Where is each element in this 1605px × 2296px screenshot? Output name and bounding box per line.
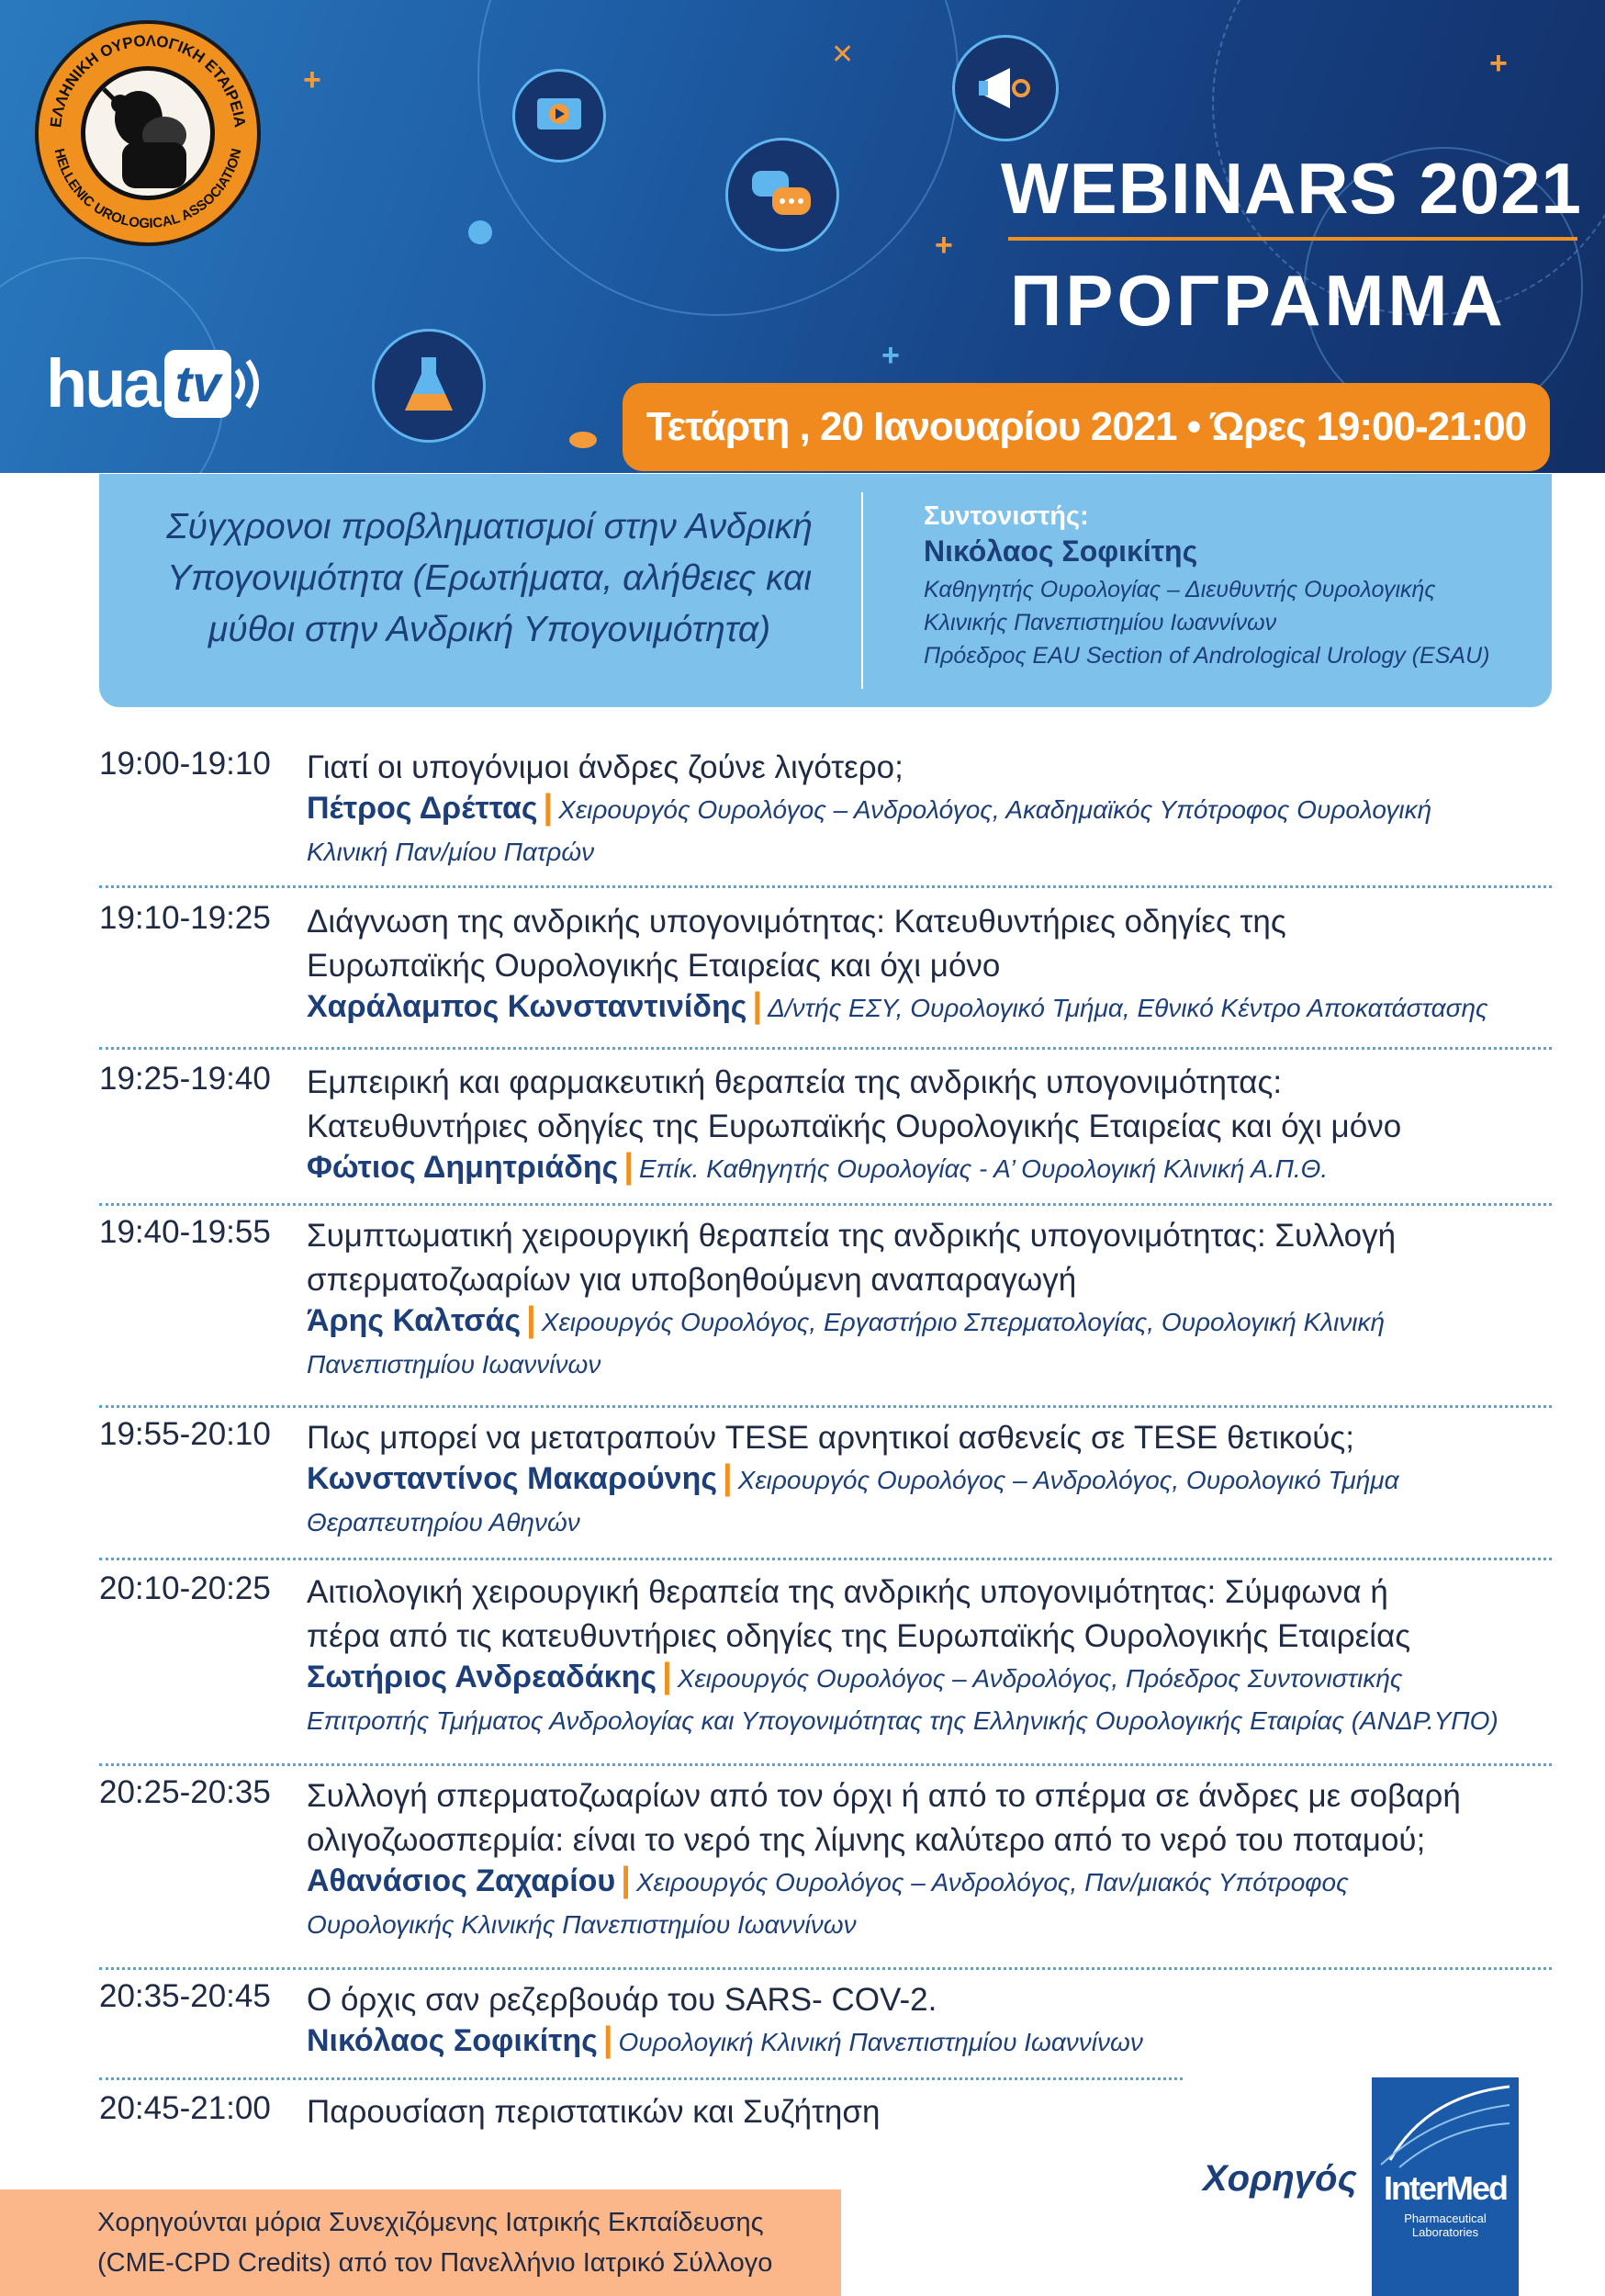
session-time: 20:45-21:00	[99, 2090, 271, 2126]
speaker-separator: |	[602, 2020, 613, 2059]
session-item	[99, 2090, 1550, 2145]
session-speaker	[307, 1859, 1565, 1946]
credits-line: (CME-CPD Credits) από τον Πανελλήνιο Ιατρικό Σύλλογο	[97, 2248, 773, 2278]
session-time: 19:00-19:10	[99, 746, 271, 782]
topic-box	[99, 474, 1552, 707]
session-title	[307, 1774, 1555, 1863]
speaker-separator: |	[752, 986, 763, 1025]
session-title	[307, 2090, 1555, 2134]
header-banner	[0, 0, 1605, 473]
broadcast-waves-icon	[231, 352, 272, 416]
speaker-name: Φώτιος Δημητριάδης	[307, 1150, 619, 1185]
session-title-line: Διάγνωση της ανδρικής υπογονιμότητας: Κατευθυντήριες οδηγίες της	[307, 904, 1286, 940]
speaker-name: Κωνσταντίνος Μακαρούνης	[307, 1461, 718, 1496]
speaker-role: Θεραπευτηρίου Αθηνών	[307, 1508, 580, 1536]
brand-hua-text: hua	[46, 345, 159, 422]
session-title	[307, 1214, 1555, 1302]
speaker-role: Χειρουργός Ουρολόγος, Εργαστήριο Σπερματολογίας, Ουρολογική Κλινική	[541, 1308, 1386, 1336]
plus-decor-icon: +	[303, 62, 321, 97]
session-title	[307, 1570, 1555, 1659]
session-title	[307, 900, 1555, 988]
intermed-wave-icon	[1372, 2077, 1519, 2169]
session-title-line: Αιτιολογική χειρουργική θεραπεία της ανδρικής υπογονιμότητας: Σύμφωνα ή	[307, 1574, 1388, 1610]
speaker-separator: |	[526, 1300, 536, 1339]
speaker-name: Πέτρος Δρέττας	[307, 791, 538, 826]
coordinator-name: Νικόλαος Σοφικίτης	[924, 535, 1198, 568]
topic-title-line: Σύγχρονοι προβληματισμοί στην Ανδρική	[166, 507, 813, 546]
session-title	[307, 746, 1555, 790]
session-time: 19:10-19:25	[99, 900, 271, 936]
logo-ring-bottom-text: HELLENIC UROLOGICAL ASSOCIATION	[51, 147, 245, 232]
speaker-separator: |	[543, 788, 554, 827]
sponsor-name: InterMed	[1383, 2169, 1507, 2207]
session-title-line: σπερματοζωαρίων για υποβοηθούμενη αναπαραγωγή	[307, 1262, 1077, 1298]
session-divider	[99, 2077, 1183, 2080]
speaker-name: Χαράλαμπος Κωνσταντινίδης	[307, 989, 747, 1024]
speaker-role: Χειρουργός Ουρολόγος – Ανδρολόγος, Ουρολογικό Τμήμα	[737, 1466, 1399, 1494]
plus-decor-icon: +	[1489, 46, 1508, 81]
session-title-line: Συλλογή σπερματοζωαρίων από τον όρχι ή από το σπέρμα σε άνδρες με σοβαρή	[307, 1778, 1461, 1814]
session-speaker	[307, 1145, 1565, 1190]
session-divider	[99, 1047, 1552, 1050]
session-title-line: Ο όρχις σαν ρεζερβουάρ του SARS- COV-2.	[307, 1982, 937, 2018]
speaker-role: Ουρολογικής Κλινικής Πανεπιστημίου Ιωαννίνων	[307, 1910, 857, 1939]
session-title-line: πέρα από τις κατευθυντήριες οδηγίες της Ευρωπαϊκής Ουρολογικής Εταιρείας	[307, 1618, 1411, 1654]
session-divider	[99, 1405, 1552, 1408]
speaker-role: Ουρολογική Κλινική Πανεπιστημίου Ιωαννίνων	[618, 2028, 1143, 2056]
session-item	[99, 746, 1550, 874]
sponsor-subtitle: Pharmaceutical Laboratories	[1404, 2212, 1487, 2239]
session-time: 19:25-19:40	[99, 1061, 271, 1097]
session-item	[99, 1774, 1550, 1949]
speaker-separator: |	[723, 1458, 733, 1497]
session-item	[99, 1570, 1550, 1745]
brand-tv-text: tv	[164, 350, 232, 418]
topic-separator	[861, 492, 863, 689]
coordinator-role-line: Πρόεδρος EAU Section of Andrological Urology (ESAU)	[924, 643, 1490, 669]
session-time: 19:40-19:55	[99, 1214, 271, 1250]
session-speaker	[307, 1655, 1565, 1742]
session-speaker	[307, 985, 1565, 1030]
sponsor-label: Χορηγός	[1203, 2158, 1357, 2199]
speaker-name: Νικόλαος Σοφικίτης	[307, 2023, 598, 2058]
speaker-separator: |	[621, 1861, 631, 1899]
speaker-role: Επιτροπής Τμήματος Ανδρολογίας και Υπογονιμότητας της Ελληνικής Ουρολογικής Εταιρίας (ΑΝΔΡ.ΥΠΟ)	[307, 1706, 1498, 1735]
page-subtitle: ΠΡΟΓΡΑΜΜΑ	[1010, 260, 1507, 341]
session-title	[307, 1061, 1555, 1149]
session-title-line: Ευρωπαϊκής Ουρολογικής Εταιρείας και όχι μόνο	[307, 948, 1001, 984]
speaker-role: Χειρουργός Ουρολόγος – Ανδρολόγος, Ακαδημαϊκός Υπότροφος Ουρολογική	[558, 795, 1432, 824]
speaker-name: Αθανάσιος Ζαχαρίου	[307, 1863, 616, 1898]
session-title	[307, 1416, 1555, 1460]
session-divider	[99, 1558, 1552, 1560]
speaker-role: Πανεπιστημίου Ιωαννίνων	[307, 1350, 601, 1379]
logo-ring-top-text: ΕΛΛΗΝΙΚΗ ΟΥΡΟΛΟΓΙΚΗ ΕΤΑΙΡΕΙΑ	[47, 31, 249, 129]
session-time: 20:35-20:45	[99, 1978, 271, 2014]
plus-decor-icon: +	[881, 338, 900, 373]
dna-icon: ✕	[831, 39, 855, 70]
video-play-icon	[512, 69, 606, 163]
session-item	[99, 1978, 1550, 2070]
speaker-name: Σωτήριος Ανδρεαδάκης	[307, 1660, 657, 1694]
session-time: 20:10-20:25	[99, 1570, 271, 1606]
speaker-role: Χειρουργός Ουρολόγος – Ανδρολόγος, Παν/μιακός Υπότροφος	[635, 1868, 1349, 1896]
credits-line: Χορηγούνται μόρια Συνεχιζόμενης Ιατρικής Εκπαίδευσης	[97, 2208, 764, 2237]
speaker-name: Άρης Καλτσάς	[307, 1303, 522, 1338]
session-time: 19:55-20:10	[99, 1416, 271, 1452]
speaker-role: Κλινική Παν/μίου Πατρών	[307, 838, 595, 866]
session-item	[99, 1416, 1550, 1545]
coordinator-role-line: Κλινικής Πανεπιστημίου Ιωαννίνων	[924, 610, 1277, 636]
session-title-line: Συμπτωματική χειρουργική θεραπεία της ανδρικής υπογονιμότητας: Συλλογή	[307, 1218, 1397, 1254]
session-item	[99, 1214, 1550, 1389]
topic-title	[136, 501, 843, 656]
chat-bubbles-icon	[725, 138, 839, 252]
session-title-line: Γιατί οι υπογόνιμοι άνδρες ζούνε λιγότερο;	[307, 749, 904, 785]
topic-title-line: μύθοι στην Ανδρική Υπογονιμότητα)	[208, 610, 771, 649]
session-title-line: Κατευθυντήριες οδηγίες της Ευρωπαϊκής Ουρολογικής Εταιρείας και όχι μόνο	[307, 1109, 1402, 1144]
speaker-separator: |	[623, 1147, 634, 1186]
session-title-line: ολιγοζωοσπερμία: είναι το νερό της λίμνης καλύτερο από το νερό του ποταμού;	[307, 1822, 1426, 1858]
session-speaker	[307, 1457, 1565, 1544]
flask-icon	[372, 329, 486, 443]
session-divider	[99, 1203, 1552, 1206]
session-time: 20:25-20:35	[99, 1774, 271, 1810]
cme-credits-box	[0, 2189, 841, 2296]
date-banner: Τετάρτη , 20 Ιανουαρίου 2021 • Ώρες 19:00-21:00	[623, 383, 1550, 471]
session-title-line: Πως μπορεί να μετατραπούν TESE αρνητικοί ασθενείς σε TESE θετικούς;	[307, 1420, 1355, 1456]
pill-decor-icon	[569, 432, 597, 448]
cme-credits-text	[97, 2202, 772, 2283]
title-divider	[1008, 237, 1577, 241]
coordinator-label: Συντονιστής:	[924, 501, 1089, 531]
hellenic-urological-association-logo	[35, 20, 261, 246]
session-divider	[99, 1763, 1552, 1766]
logo-emblem	[81, 66, 215, 200]
pill-decor-icon	[468, 220, 492, 244]
session-divider	[99, 1967, 1552, 1970]
session-title-line: Εμπειρική και φαρμακευτική θεραπεία της ανδρικής υπογονιμότητας:	[307, 1064, 1283, 1100]
session-item	[99, 1061, 1550, 1189]
session-divider	[99, 885, 1552, 888]
speaker-role: Δ/ντής ΕΣΥ, Ουρολογικό Τμήμα, Εθνικό Κέντρο Αποκατάστασης	[768, 994, 1488, 1022]
session-title-line: Παρουσίαση περιστατικών και Συζήτηση	[307, 2094, 881, 2130]
huatv-brand-logo	[46, 344, 272, 422]
intermed-sponsor-logo	[1372, 2077, 1519, 2296]
page-title: WEBINARS 2021	[1001, 148, 1582, 229]
session-speaker	[307, 786, 1565, 873]
coordinator-role-line: Καθηγητής Ουρολογίας – Διευθυντής Ουρολογικής	[924, 577, 1436, 602]
surgeon-emblem-icon	[85, 71, 210, 196]
megaphone-icon	[952, 35, 1059, 141]
speaker-separator: |	[662, 1657, 672, 1695]
speaker-role: Χειρουργός Ουρολόγος – Ανδρολόγος, Πρόεδρος Συντονιστικής	[677, 1664, 1403, 1693]
plus-decor-icon: +	[935, 228, 953, 263]
topic-title-line: Υπογονιμότητα (Ερωτήματα, αλήθειες και	[167, 558, 812, 598]
session-speaker	[307, 1299, 1565, 1386]
session-title	[307, 1978, 1555, 2022]
speaker-role: Επίκ. Καθηγητής Ουρολογίας - Α’ Ουρολογική Κλινική Α.Π.Θ.	[638, 1154, 1329, 1183]
session-speaker	[307, 2019, 1565, 2064]
session-item	[99, 900, 1550, 1029]
